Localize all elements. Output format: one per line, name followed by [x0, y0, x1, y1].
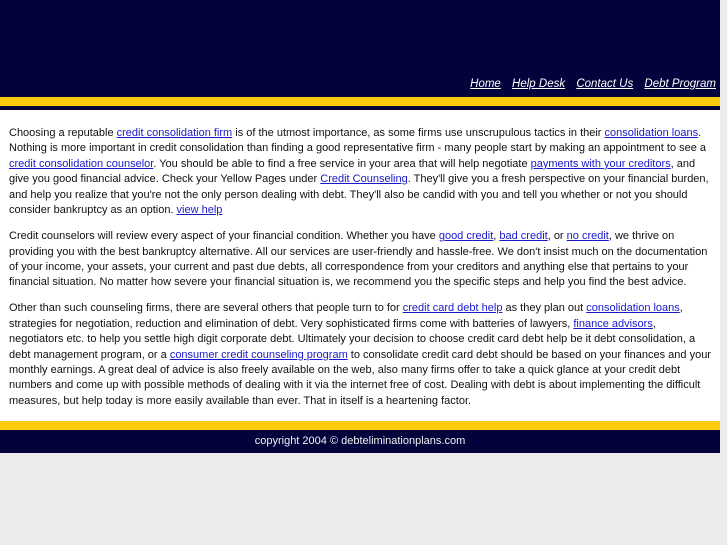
paragraph: [9, 126, 711, 218]
inline-link[interactable]: Credit Counseling: [320, 173, 408, 186]
body-text: Other than such counseling firms, there are several others that people turn to for: [9, 302, 403, 315]
inline-link[interactable]: payments with your creditors: [530, 157, 671, 170]
inline-link[interactable]: credit card debt help: [402, 302, 503, 315]
body-text: Credit counselors will review every aspect of your financial condition. Whether you have: [9, 230, 439, 243]
header-yellow-bar: [0, 97, 720, 106]
nav-debt-program-link[interactable]: Debt Program: [644, 78, 716, 90]
inline-link[interactable]: bad credit: [499, 230, 548, 243]
inline-link[interactable]: finance advisors: [573, 317, 653, 330]
body-text: , and give you good financial advice. Check your Yellow Pages under: [9, 157, 696, 186]
paragraph: [9, 301, 711, 409]
body-text: to consolidate credit card debt should be based on your finances and your monthly earnings. A great deal of advice is also freely available on the web, also many firms offer to take a quick glance at your credit debt numbers and come up with possible methods of dealing with it via the internet free of cost. Dealing with debt is about implementing the difficult measures, but help today is more easily available than ever. That in itself is a heartening factor.: [9, 348, 711, 407]
inline-link[interactable]: credit consolidation counselor: [9, 157, 154, 170]
body-text: , strategies for negotiation, reduction and elimination of debt. Very sophisticated firms come with batteries of lawyers,: [9, 302, 683, 330]
paragraph: [9, 229, 711, 291]
inline-link[interactable]: good credit: [438, 230, 494, 243]
footer: [0, 430, 720, 453]
body-text: , negotiators etc. to help you settle high digit corporate debt. Ultimately your decision to choose credit card debt help be it debt consolidation, a debt management program, or a: [9, 317, 696, 361]
body-text: . They'll give you a fresh perspective on your financial burden, and help you realize that you're not the only person dealing with debt. They'll also be candid with you and tell you whether or not you should consider bankruptcy as an option.: [9, 173, 709, 217]
body-text: , we thrive on providing you with the best bankruptcy alternative. All our services are user-friendly and hassle-free. We don't insist much on the documentation of your income, your assets, your current and past due debts, all correspondence from your creditors and anything else that pertains to your financial situation. No matter how severe your financial situation is, we recommend you the specific steps and help you find the best advice.: [9, 230, 708, 289]
inline-link[interactable]: view help: [176, 204, 223, 217]
nav-help-desk-link[interactable]: Help Desk: [512, 78, 566, 90]
inline-link[interactable]: consumer credit counseling program: [169, 348, 348, 361]
footer-yellow-bar: [0, 421, 720, 430]
page-background: [0, 467, 720, 545]
inline-link[interactable]: no credit: [566, 230, 609, 243]
nav-contact-us-link[interactable]: Contact Us: [576, 78, 634, 90]
body-text: Choosing a reputable: [9, 127, 117, 139]
inline-link[interactable]: credit consolidation firm: [116, 127, 233, 139]
top-nav: [462, 78, 716, 90]
body-text: as they plan out: [502, 302, 587, 315]
body-text: ,: [493, 230, 500, 243]
copyright-text: copyright 2004 © debteliminationplans.com: [254, 434, 466, 447]
header-banner: [0, 0, 720, 97]
body-text: is of the utmost importance, as some firms use unscrupulous tactics in their: [232, 127, 605, 139]
body-text: , or: [547, 230, 567, 243]
body-text: . You should be able to find a free service in your area that will help negotiate: [153, 157, 531, 170]
inline-link[interactable]: consolidation loans: [586, 302, 680, 315]
nav-home-link[interactable]: Home: [470, 78, 501, 90]
body-text: . Nothing is more important in credit consolidation than finding a good representative firm - many people start by making an appointment to see a: [9, 127, 707, 155]
inline-link[interactable]: consolidation loans: [604, 127, 699, 139]
main-content: [0, 110, 720, 421]
